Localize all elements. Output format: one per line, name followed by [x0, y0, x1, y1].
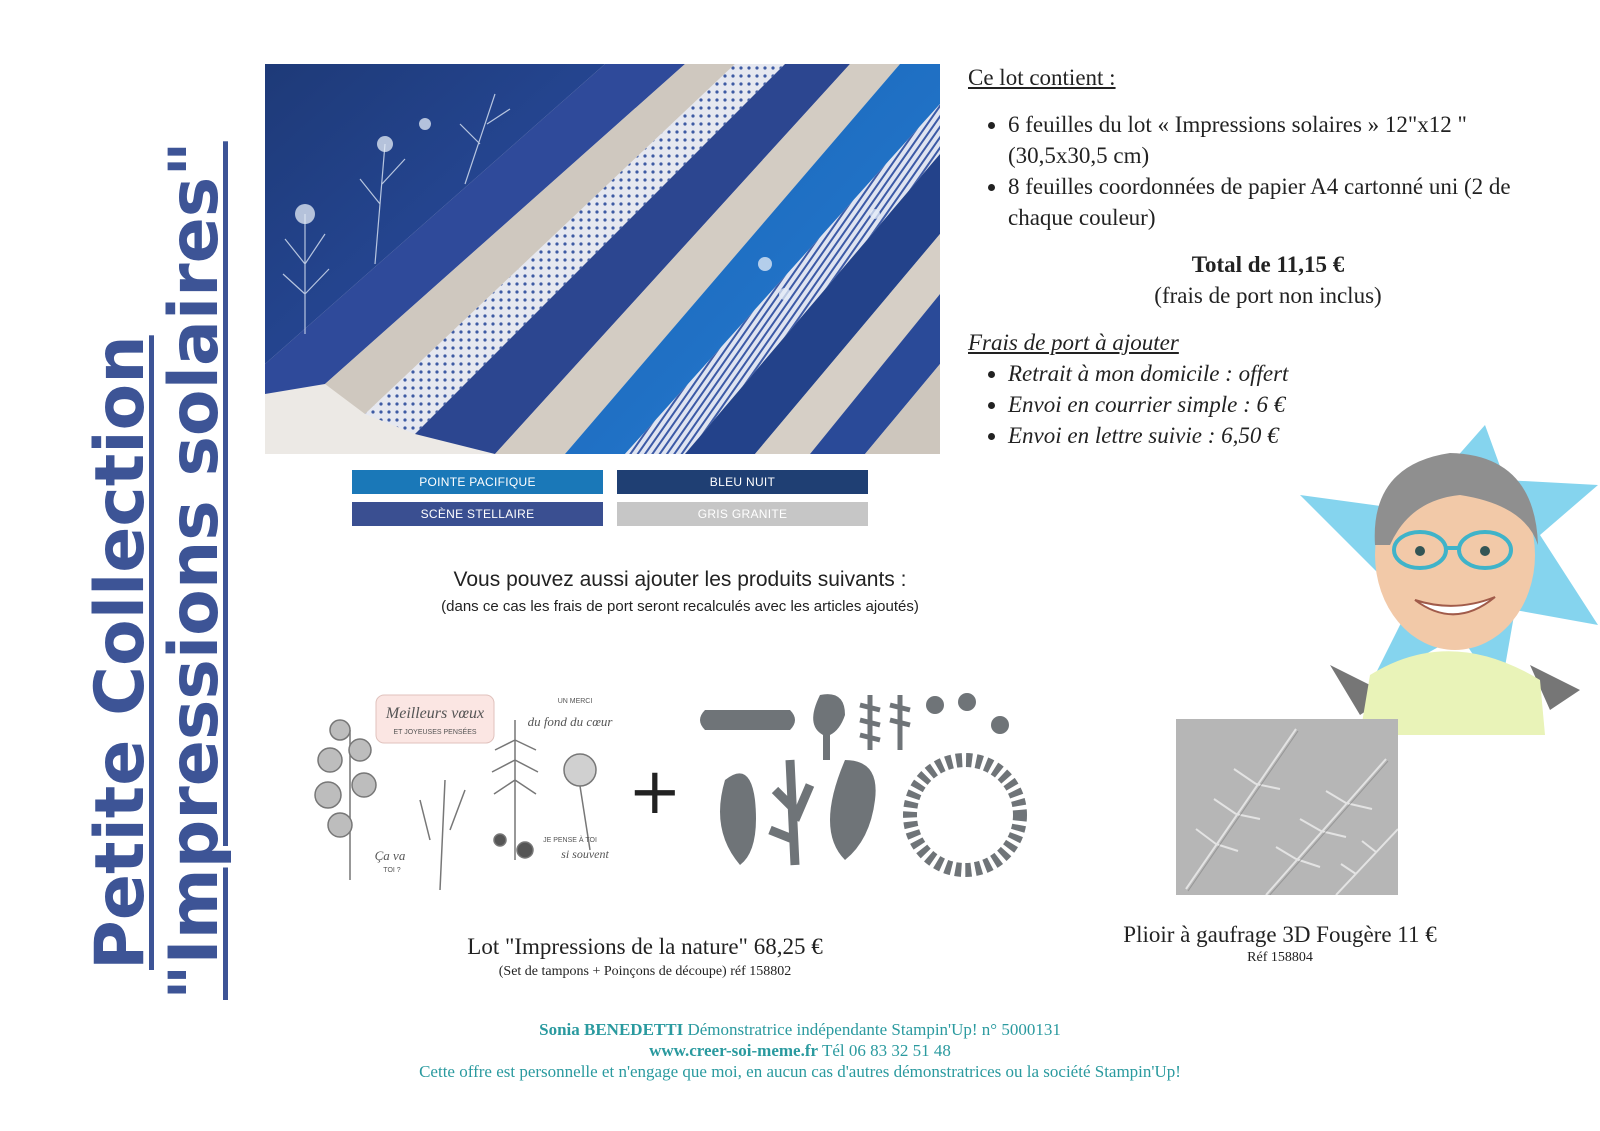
total-price: Total de 11,15 €	[1191, 252, 1345, 277]
stamp-text-joyeuses-pensees: ET JOYEUSES PENSÉES	[393, 729, 477, 736]
dies-image	[695, 690, 1035, 890]
paper-collection-photo	[265, 64, 940, 454]
embosser-label	[1070, 922, 1490, 966]
swatch-scene-stellaire: SCÈNE STELLAIRE	[352, 502, 603, 526]
vertical-title	[81, 141, 244, 1000]
portrait-illustration	[1300, 425, 1598, 735]
lot-contents	[968, 62, 1568, 451]
embosser-ref: Réf 158804	[1247, 950, 1313, 965]
footer-role: Démonstratrice indépendante Stampin'Up! n° 5000131	[687, 1020, 1061, 1039]
embossing-folder-image	[1176, 719, 1398, 895]
stamp-set-image	[300, 690, 620, 900]
swatch-bleu-nuit: BLEU NUIT	[617, 470, 868, 494]
title-line-1: Petite Collection	[81, 335, 160, 970]
footer-phone: Tél 06 83 32 51 48	[822, 1041, 951, 1060]
stamp-text-ca-va: Ça va	[374, 848, 406, 863]
stamp-text-je-pense-a-toi: JE PENSE À TOI	[543, 837, 597, 844]
total-block	[968, 249, 1568, 311]
shipping-item: • Envoi en lettre suivie : 6,50 €	[1008, 420, 1568, 451]
plus-sign: +	[628, 755, 682, 829]
contents-list	[968, 109, 1568, 233]
stamp-lot-ref: (Set de tampons + Poinçons de découpe) réf 158802	[498, 964, 792, 979]
footer-name: Sonia BENEDETTI	[539, 1020, 684, 1039]
contents-heading: Ce lot contient :	[968, 65, 1116, 90]
shipping-item: • Retrait à mon domicile : offert	[1008, 358, 1568, 389]
contents-item: • 6 feuilles du lot « Impressions solaires » 12"x12 " (30,5x30,5 cm)	[1008, 109, 1568, 171]
stamp-text-du-fond-du-coeur: du fond du cœur	[527, 714, 613, 729]
addons-note	[340, 568, 1020, 615]
stamp-text-si-souvent: si souvent	[561, 847, 609, 861]
total-note: (frais de port non inclus)	[1154, 283, 1382, 308]
embosser-name: Plioir à gaufrage 3D Fougère 11 €	[1123, 922, 1437, 947]
stamp-lot-label	[300, 934, 990, 980]
stamp-text-toi: TOI ?	[383, 867, 401, 874]
addons-main: Vous pouvez aussi ajouter les produits suivants :	[453, 568, 907, 591]
shipping-heading: Frais de port à ajouter	[968, 330, 1179, 355]
footer-website[interactable]: www.creer-soi-meme.fr	[649, 1041, 819, 1060]
contents-item: • 8 feuilles coordonnées de papier A4 cartonné uni (2 de chaque couleur)	[1008, 171, 1568, 233]
swatch-gris-granite: GRIS GRANITE	[617, 502, 868, 526]
stamp-text-meilleurs-voeux: Meilleurs vœux	[385, 705, 485, 722]
stamp-text-un-merci: UN MERCI	[557, 698, 593, 705]
stamp-lot-name: Lot "Impressions de la nature" 68,25 €	[467, 934, 823, 959]
footer-line-1	[0, 1019, 1600, 1040]
swatch-pointe-pacifique: POINTE PACIFIQUE	[352, 470, 603, 494]
footer	[0, 1019, 1600, 1082]
title-line-2: "Impressions solaires"	[155, 141, 234, 1000]
footer-disclaimer: Cette offre est personnelle et n'engage que moi, en aucun cas d'autres démonstratrices ou la société Stampin'Up!	[419, 1062, 1181, 1081]
footer-line-2	[0, 1040, 1600, 1061]
addons-sub: (dans ce cas les frais de port seront recalculés avec les articles ajoutés)	[441, 598, 919, 615]
shipping-item: • Envoi en courrier simple : 6 €	[1008, 389, 1568, 420]
